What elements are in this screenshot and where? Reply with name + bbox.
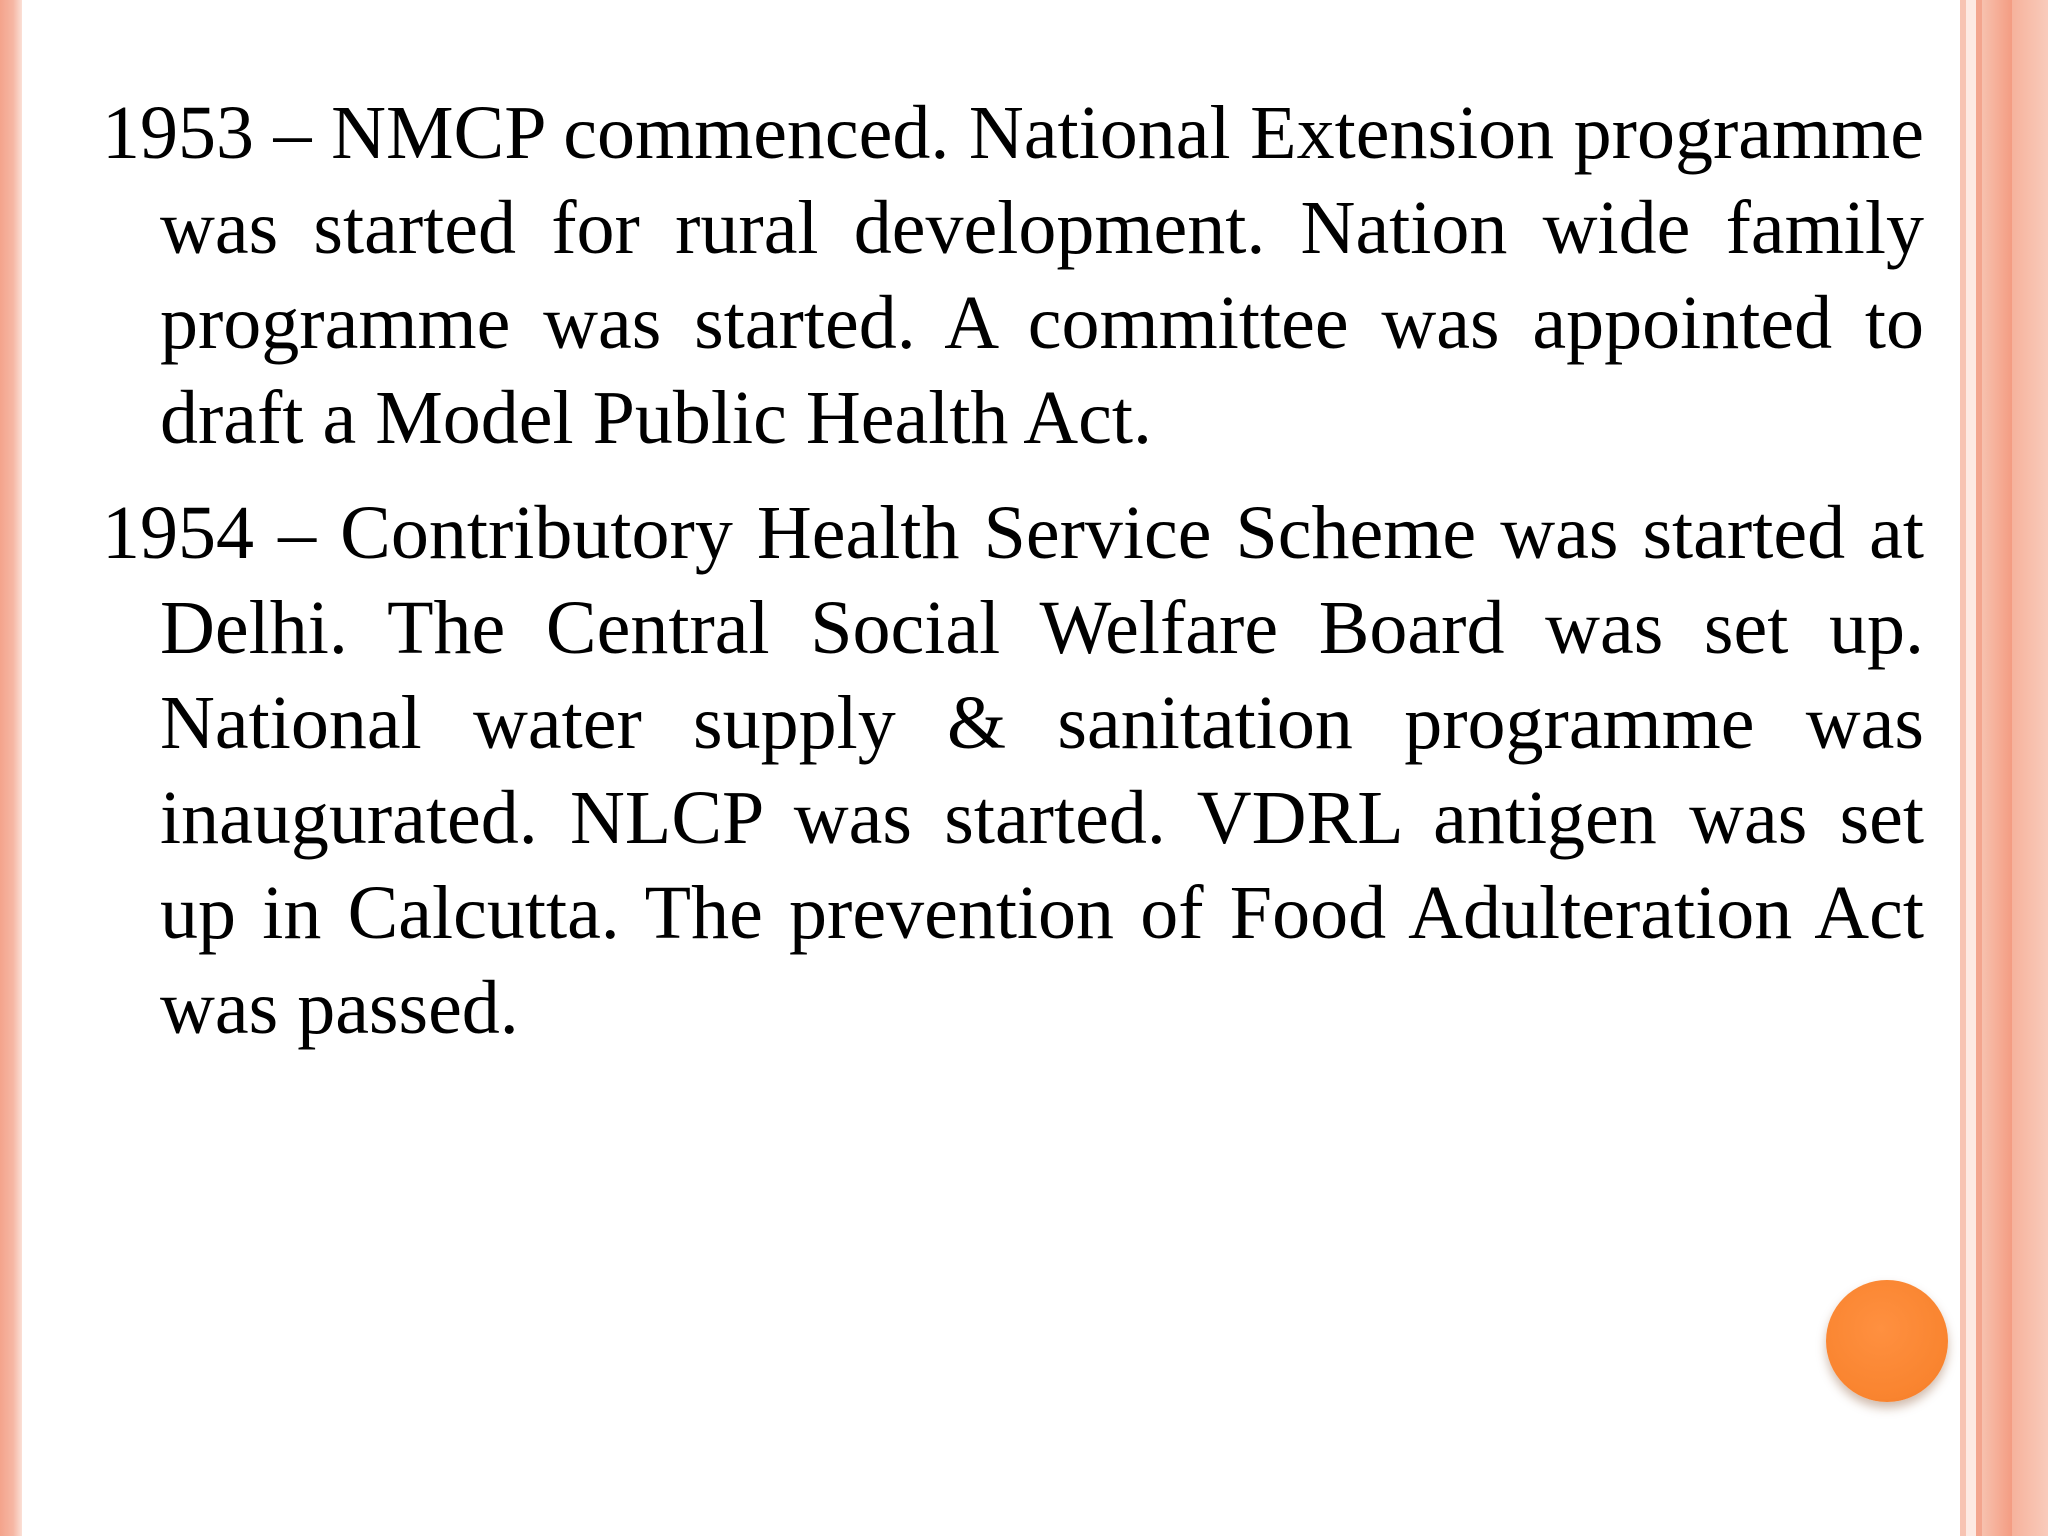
right-decorative-stripe [2012, 0, 2048, 1536]
left-decorative-border [0, 0, 22, 1536]
timeline-entry-1953: 1953 – NMCP commenced. National Extension programme was started for rural development. Nation wide family programme was started. A committee was appointed to draft a Model Public Health Act. [102, 91, 1924, 460]
right-decorative-stripe [1966, 0, 1976, 1536]
right-decorative-stripe [1982, 0, 2012, 1536]
slide-body [102, 86, 1924, 1076]
orange-circle-decoration [1826, 1280, 1948, 1402]
timeline-entry-1954: 1954 – Contributory Health Service Scheme was started at Delhi. The Central Social Welfare Board was set up. National water supply & sanitation programme was inaugurated. NLCP was started. VDRL antigen was set up in Calcutta. The prevention of Food Adulteration Act was passed. [102, 491, 1924, 1050]
